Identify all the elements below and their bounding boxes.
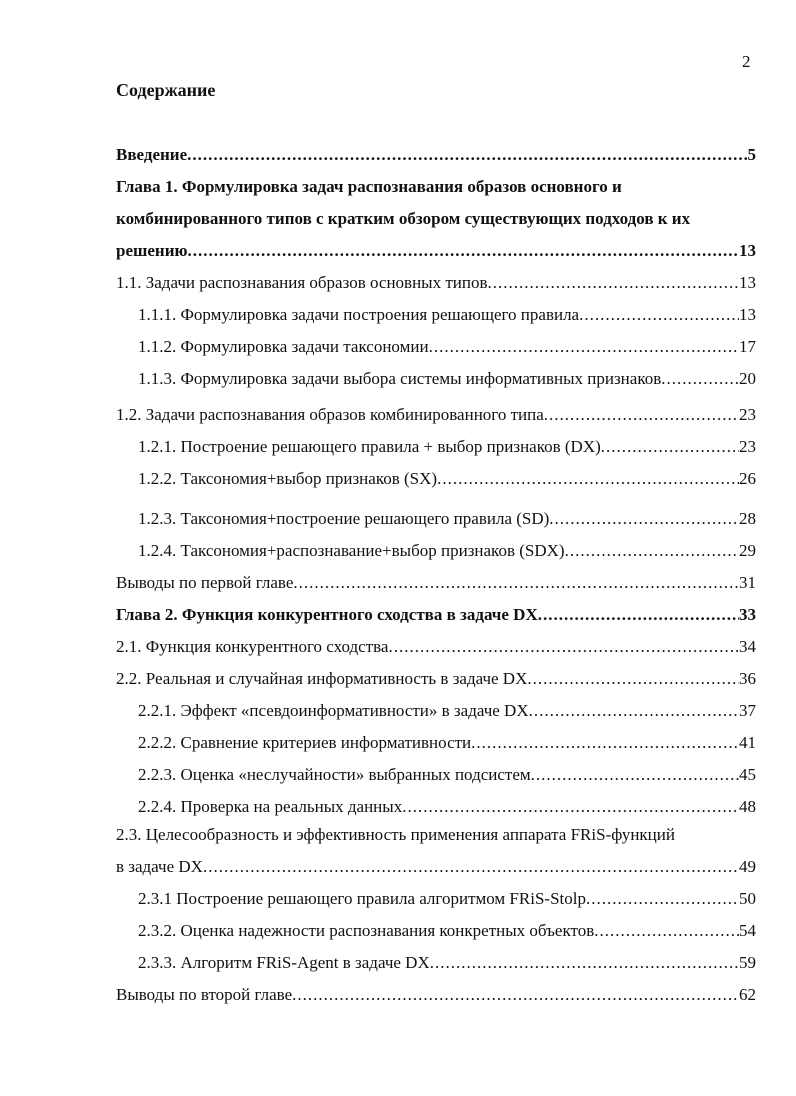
toc-entry-2-2-3[interactable] (138, 765, 756, 785)
toc-entry-page: 5 (747, 145, 756, 164)
toc-entry-2-2-2[interactable] (138, 733, 756, 753)
toc-entry-page: 37 (739, 701, 756, 720)
toc-entry-2-2-4[interactable] (138, 797, 756, 817)
toc-entry-1-2-1[interactable] (138, 437, 756, 457)
toc-entry-page: 54 (739, 921, 756, 940)
toc-entry-1-2-3[interactable] (138, 509, 756, 529)
toc-entry-chapter-1[interactable] (116, 241, 756, 261)
toc-entry-1-1-3[interactable] (138, 369, 756, 389)
toc-entry-2-3-3[interactable] (138, 953, 756, 973)
toc-entry-label: 2.3.1 Построение решающего правила алгоритмом FRiS-Stolp (138, 889, 586, 908)
toc-entry-page: 26 (739, 469, 756, 488)
toc-entry-page: 62 (739, 985, 756, 1004)
toc-entry-2-2[interactable] (116, 669, 756, 689)
toc-entry-label: 1.2.1. Построение решающего правила + выбор признаков (DX) (138, 437, 601, 456)
toc-entry-label: 1.1.1. Формулировка задачи построения решающего правила (138, 305, 580, 324)
toc-entry-label: 1.1.2. Формулировка задачи таксономии (138, 337, 429, 356)
toc-entry-label: 2.2.3. Оценка «неслучайности» выбранных подсистем (138, 765, 531, 784)
toc-entry-label: Глава 2. Функция конкурентного сходства в задаче DX (116, 605, 538, 624)
toc-entry-page: 23 (739, 405, 756, 424)
toc-entry-introduction[interactable] (116, 145, 756, 165)
toc-entry-1-2-4[interactable] (138, 541, 756, 561)
toc-entry-2-1[interactable] (116, 637, 756, 657)
toc-entry-label: в задаче DX (116, 857, 203, 876)
toc-entry-page: 17 (739, 337, 756, 356)
page-number: 2 (742, 52, 751, 71)
toc-entry-label: 1.2.2. Таксономия+выбор признаков (SX) (138, 469, 438, 488)
toc-entry-chapter-2[interactable] (116, 605, 756, 625)
toc-entry-page: 45 (739, 765, 756, 784)
toc-entry-page: 49 (739, 857, 756, 876)
toc-entry-page: 23 (739, 437, 756, 456)
toc-entry-label: 1.2. Задачи распознавания образов комбинированного типа (116, 405, 544, 424)
toc-entry-page: 59 (739, 953, 756, 972)
toc-entry-label: 2.3.2. Оценка надежности распознавания конкретных объектов (138, 921, 595, 940)
toc-entry-1-2-2[interactable] (138, 469, 756, 489)
toc-entry-label: 2.2.1. Эффект «псевдоинформативности» в задаче DX (138, 701, 529, 720)
toc-entry-label: 2.2. Реальная и случайная информативность в задаче DX (116, 669, 528, 688)
toc-entry-2-2-1[interactable] (138, 701, 756, 721)
toc-title: Содержание (116, 80, 216, 100)
toc-entry-page: 31 (739, 573, 756, 592)
toc-entry-label: 1.1.3. Формулировка задачи выбора системы информативных признаков (138, 369, 662, 388)
toc-entry-1-1-1[interactable] (138, 305, 756, 325)
toc-entry-label: 2.3.3. Алгоритм FRiS-Agent в задаче DX (138, 953, 430, 972)
toc-entry-label: Выводы по второй главе (116, 985, 293, 1004)
toc-entry-label: 1.2.4. Таксономия+распознавание+выбор признаков (SDX) (138, 541, 565, 560)
toc-entry-conclusions-1[interactable] (116, 573, 756, 593)
toc-entry-page: 20 (739, 369, 756, 388)
toc-chapter1-line1: Глава 1. Формулировка задач распознавания образов основного и (116, 177, 622, 196)
toc-entry-label: 1.1. Задачи распознавания образов основных типов (116, 273, 488, 292)
toc-entry-page: 48 (739, 797, 756, 816)
toc-entry-label: 2.1. Функция конкурентного сходства (116, 637, 389, 656)
toc-entry-2-3[interactable] (116, 857, 756, 877)
toc-entry-page: 29 (739, 541, 756, 560)
toc-entry-page: 36 (739, 669, 756, 688)
toc-entry-page: 50 (739, 889, 756, 908)
toc-entry-label: решению (116, 241, 188, 260)
toc-entry-1-1[interactable] (116, 273, 756, 293)
toc-entry-page: 13 (739, 305, 756, 324)
toc-entry-label: 2.2.2. Сравнение критериев информативности (138, 733, 472, 752)
toc-entry-label: 2.2.4. Проверка на реальных данных (138, 797, 403, 816)
toc-entry-page: 13 (739, 241, 756, 260)
toc-entry-page: 33 (739, 605, 756, 624)
toc-entry-2-3-1[interactable] (138, 889, 756, 909)
toc-entry-1-1-2[interactable] (138, 337, 756, 357)
toc-entry-conclusions-2[interactable] (116, 985, 756, 1005)
toc-entry-page: 34 (739, 637, 756, 656)
toc-entry-1-2[interactable] (116, 405, 756, 425)
toc-entry-page: 41 (739, 733, 756, 752)
toc-entry-2-3-2[interactable] (138, 921, 756, 941)
toc-entry-label: Выводы по первой главе (116, 573, 294, 592)
toc-chapter1-line2: комбинированного типов с кратким обзором существующих подходов к их (116, 209, 691, 228)
toc-entry-page: 13 (739, 273, 756, 292)
toc-entry-page: 28 (739, 509, 756, 528)
toc-entry-label: Введение (116, 145, 188, 164)
toc-entry-label: 1.2.3. Таксономия+построение решающего правила (SD) (138, 509, 550, 528)
toc-2-3-line1: 2.3. Целесообразность и эффективность применения аппарата FRiS-функций (116, 825, 675, 844)
